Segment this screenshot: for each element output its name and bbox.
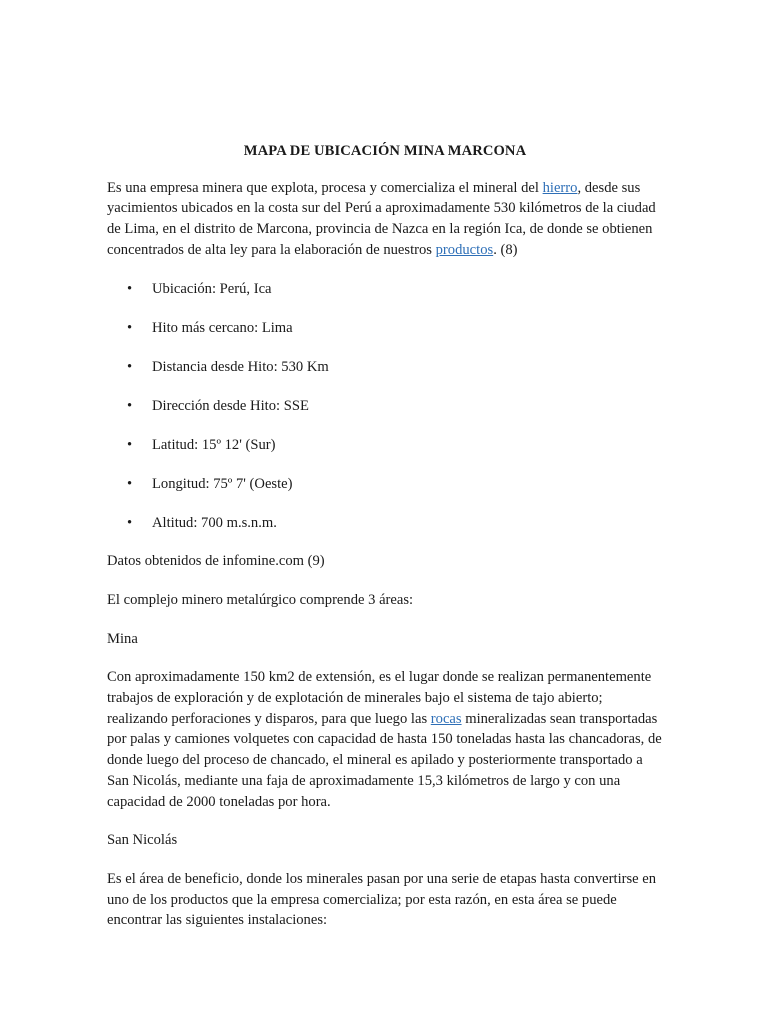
fact-distancia: Distancia desde Hito: 530 Km <box>152 358 329 375</box>
intro-paragraph <box>107 178 663 261</box>
intro-text-part2: , desde sus yacimientos ubicados en la costa sur del Perú a aproximadamente 530 kilómetros de la ciudad de Lima, en el distrito de Marcona, provincia de Nazca en la región Ica, de donde se obtienen concentrados de alta ley para la elaboración de nuestros <box>107 179 656 258</box>
intro-text-part1: Es una empresa minera que explota, procesa y comercializa el mineral del <box>107 179 543 196</box>
bullet-icon: • <box>127 436 133 453</box>
san-nicolas-heading: San Nicolás <box>107 832 178 849</box>
hierro-link[interactable]: hierro <box>542 179 578 196</box>
list-item <box>107 279 663 300</box>
fact-ubicacion: Ubicación: Perú, Ica <box>152 280 272 297</box>
bullet-icon: • <box>127 319 133 336</box>
mina-text-part1: Con aproximadamente 150 km2 de extensión, es el lugar donde se realizan permanentemente trabajos de exploración y de explotación de minerales bajo el sistema de tajo abierto; realizando perforaciones y disparos, para que luego las <box>107 669 652 727</box>
bullet-icon: • <box>127 280 133 297</box>
bullet-icon: • <box>127 397 133 414</box>
mina-paragraph <box>107 667 663 812</box>
fact-hito: Hito más cercano: Lima <box>152 319 293 336</box>
intro-text-part3: . (8) <box>493 241 518 258</box>
source-note: Datos obtenidos de infomine.com (9) <box>107 553 325 570</box>
fact-altitud: Altitud: 700 m.s.n.m. <box>152 514 277 531</box>
fact-latitud: Latitud: 15º 12' (Sur) <box>152 436 276 453</box>
rocas-link[interactable]: rocas <box>430 710 462 727</box>
mina-heading: Mina <box>107 630 138 647</box>
list-item <box>107 318 663 339</box>
fact-direccion: Dirección desde Hito: SSE <box>152 397 309 414</box>
location-facts-list <box>107 279 663 534</box>
san-nicolas-paragraph: Es el área de beneficio, donde los minerales pasan por una serie de etapas hasta convertirse en uno de los productos que la empresa comercializa; por esta razón, en esta área se puede encontrar las siguientes instalaciones: <box>107 870 657 929</box>
complex-intro: El complejo minero metalúrgico comprende 3 áreas: <box>107 591 414 608</box>
list-item <box>107 396 663 417</box>
list-item <box>107 513 663 534</box>
mina-text-part2: mineralizadas sean transportadas por palas y camiones volquetes con capacidad de hasta 150 toneladas hasta las chancadoras, de donde luego del proceso de chancado, el mineral es apilado y posteriormente transportado a San Nicolás, mediante una faja de aproximadamente 15,3 kilómetros de largo y con una capacidad de 2000 toneladas por hora. <box>107 710 662 810</box>
bullet-icon: • <box>127 514 133 531</box>
document-title: MAPA DE UBICACIÓN MINA MARCONA <box>243 143 527 159</box>
bullet-icon: • <box>127 475 133 492</box>
bullet-icon: • <box>127 358 133 375</box>
list-item <box>107 435 663 456</box>
document-body <box>107 141 663 948</box>
fact-longitud: Longitud: 75º 7' (Oeste) <box>152 475 293 492</box>
list-item <box>107 357 663 378</box>
productos-link[interactable]: productos <box>435 241 494 258</box>
list-item <box>107 474 663 495</box>
